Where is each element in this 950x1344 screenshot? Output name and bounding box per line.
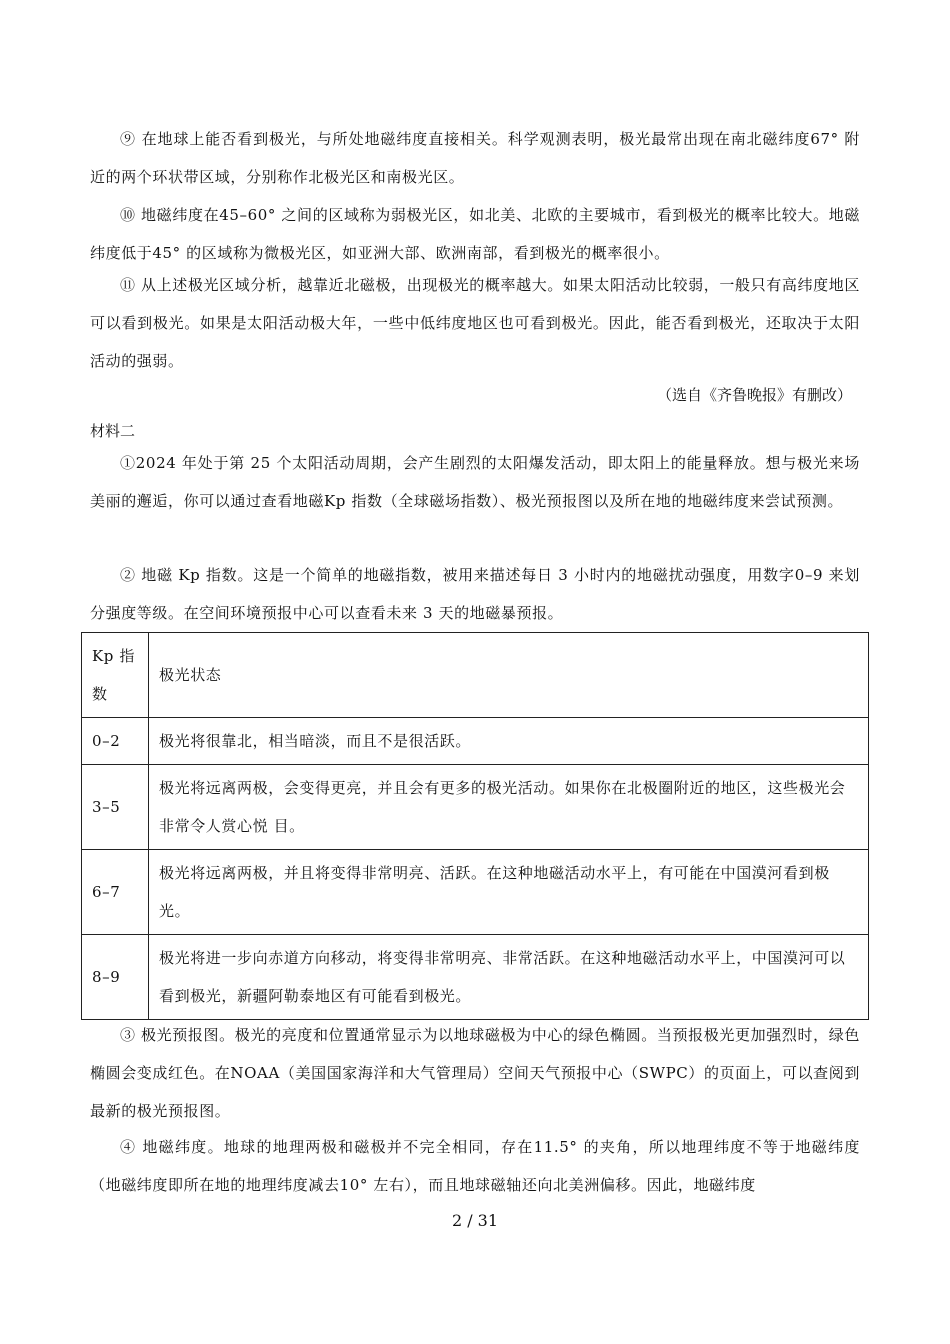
kp-cell: 6–7 [82,850,149,935]
state-cell: 极光将远离两极，会变得更亮，并且会有更多的极光活动。如果你在北极圈附近的地区，这些极光会非常令人赏心悦 目。 [149,765,869,850]
material-paragraph-3: ③ 极光预报图。极光的亮度和位置通常显示为以地球磁极为中心的绿色椭圆。当预报极光更加强烈时，绿色椭圆会变成红色。在NOAA（美国国家海洋和大气管理局）空间天气预报中心（SWPC）的页面上，可以查阅到最新的极光预报图。 [90,1026,860,1120]
paragraph-11: ⑪ 从上述极光区域分析，越靠近北磁极，出现极光的概率越大。如果太阳活动比较弱，一般只有高纬度地区可以看到极光。如果是太阳活动极大年，一些中低纬度地区也可看到极光。因此，能否看到极光，还取决于太阳活动的强弱。 [90,276,860,370]
table-row [82,935,869,1020]
source-citation: （选自《齐鲁晚报》有删改） [656,386,852,404]
kp-cell: 0–2 [82,718,149,765]
kp-cell: 8–9 [82,935,149,1020]
header-state-cell: 极光状态 [149,633,869,718]
table-header-row [82,633,869,718]
page-number: 2 / 31 [451,1211,499,1230]
table-row [82,765,869,850]
table-row [82,718,869,765]
kp-index-table [81,632,869,1020]
table-row [82,850,869,935]
state-cell: 极光将远离两极，并且将变得非常明亮、活跃。在这种地磁活动水平上，有可能在中国漠河看到极光。 [149,850,869,935]
paragraph-10: ⑩ 地磁纬度在45–60° 之间的区域称为弱极光区，如北美、北欧的主要城市，看到极光的概率比较大。地磁纬度低于45° 的区域称为微极光区，如亚洲大部、欧洲南部，看到极光的概率很小。 [90,206,860,262]
material-two-label: 材料二 [90,422,136,440]
material-paragraph-4: ④ 地磁纬度。地球的地理两极和磁极并不完全相同，存在11.5° 的夹角，所以地理纬度不等于地磁纬度（地磁纬度即所在地的地理纬度减去10° 左右），而且地球磁轴还向北美洲偏移。因此，地磁纬度 [90,1138,860,1194]
state-cell: 极光将进一步向赤道方向移动，将变得非常明亮、非常活跃。在这种地磁活动水平上，中国漠河可以看到极光，新疆阿勒泰地区有可能看到极光。 [149,935,869,1020]
material-paragraph-1: ①2024 年处于第 25 个太阳活动周期，会产生剧烈的太阳爆发活动，即太阳上的能量释放。想与极光来场美丽的邂逅，你可以通过查看地磁Kp 指数（全球磁场指数）、极光预报图以及所在地的地磁纬度来尝试预测。 [90,454,860,510]
state-cell: 极光将很靠北，相当暗淡，而且不是很活跃。 [149,718,869,765]
kp-cell: 3–5 [82,765,149,850]
paragraph-9: ⑨ 在地球上能否看到极光，与所处地磁纬度直接相关。科学观测表明，极光最常出现在南北磁纬度67° 附近的两个环状带区域，分别称作北极光区和南极光区。 [90,130,860,186]
material-paragraph-2: ② 地磁 Kp 指数。这是一个简单的地磁指数，被用来描述每日 3 小时内的地磁扰动强度，用数字0–9 来划分强度等级。在空间环境预报中心可以查看未来 3 天的地磁暴预报。 [90,566,860,622]
header-kp-cell: Kp 指数 [82,633,149,718]
